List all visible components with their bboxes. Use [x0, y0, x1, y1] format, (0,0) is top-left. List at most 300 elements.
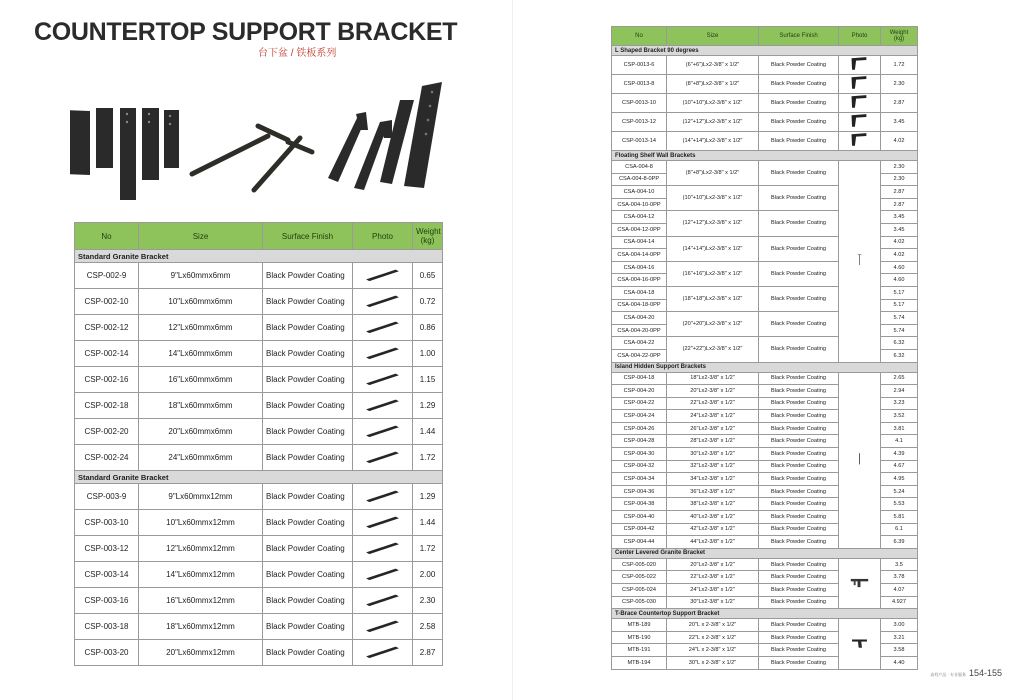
- item-size: 14"Lx60mmx12mm: [139, 562, 263, 588]
- item-weight: 4.02: [881, 236, 918, 249]
- item-size: 10"Lx60mmx12mm: [139, 510, 263, 536]
- item-size: 30"L x 2-3/8" x 1/2": [667, 656, 759, 669]
- item-size: (14"+14")Lx2-3/8" x 1/2": [667, 132, 759, 151]
- item-finish: Black Powder Coating: [759, 511, 839, 524]
- item-number: CSP-002-24: [75, 445, 139, 471]
- item-size: 34"Lx2-3/8" x 1/2": [667, 473, 759, 486]
- item-number: CSP-0013-12: [612, 113, 667, 132]
- floating-shelf-photo: [839, 161, 881, 363]
- item-size: (22"+22")Lx2-3/8" x 1/2": [667, 337, 759, 362]
- item-size: (20"+20")Lx2-3/8" x 1/2": [667, 312, 759, 337]
- item-finish: Black Powder Coating: [759, 558, 839, 571]
- bracket-photo: [353, 614, 412, 637]
- item-photo: [353, 341, 413, 367]
- header-finish: Surface Finish: [263, 223, 353, 250]
- section-heading-row: [612, 609, 918, 619]
- item-size: 12"Lx60mmx12mm: [139, 536, 263, 562]
- item-finish: Black Powder Coating: [263, 263, 353, 289]
- section-title: Floating Shelf Wall Brackets: [612, 151, 918, 161]
- item-finish: Black Powder Coating: [759, 385, 839, 398]
- item-finish: Black Powder Coating: [759, 75, 839, 94]
- item-size: (8"+8")Lx2-3/8" x 1/2": [667, 161, 759, 186]
- item-weight: 2.65: [881, 372, 918, 385]
- table-row: [612, 372, 918, 385]
- item-number: CSP-004-36: [612, 485, 667, 498]
- item-number: CSP-003-10: [75, 510, 139, 536]
- item-weight: 4.67: [881, 460, 918, 473]
- item-weight: 2.30: [881, 173, 918, 186]
- item-size: 16"Lx60mmx6mm: [139, 367, 263, 393]
- item-size: (10"+10")Lx2-3/8" x 1/2": [667, 186, 759, 211]
- item-number: CSP-003-16: [75, 588, 139, 614]
- item-size: (10"+10")Lx2-3/8" x 1/2": [667, 94, 759, 113]
- item-photo: [839, 113, 881, 132]
- item-number: CSP-004-44: [612, 536, 667, 549]
- item-weight: 6.39: [881, 536, 918, 549]
- item-number: CSP-0013-10: [612, 94, 667, 113]
- item-number: CSA-004-20: [612, 312, 667, 325]
- item-number: MTB-189: [612, 619, 667, 632]
- bracket-photo: [353, 341, 412, 364]
- item-size: 12"Lx60mmx6mm: [139, 315, 263, 341]
- item-weight: 1.44: [413, 510, 443, 536]
- item-photo: [353, 588, 413, 614]
- bracket-photo: [353, 263, 412, 286]
- item-number: MTB-191: [612, 644, 667, 657]
- bracket-photo: [839, 254, 880, 266]
- item-weight: 3.23: [881, 397, 918, 410]
- bracket-photo: [839, 637, 880, 649]
- item-size: (16"+16")Lx2-3/8" x 1/2": [667, 261, 759, 286]
- item-finish: Black Powder Coating: [263, 315, 353, 341]
- item-photo: [353, 484, 413, 510]
- table-row: [612, 558, 918, 571]
- item-size: 40"Lx2-3/8" x 1/2": [667, 511, 759, 524]
- item-number: CSP-003-9: [75, 484, 139, 510]
- table-row: [75, 640, 443, 666]
- item-finish: Black Powder Coating: [759, 596, 839, 609]
- item-number: CSA-004-14: [612, 236, 667, 249]
- table-row: [612, 132, 918, 151]
- item-weight: 0.65: [413, 263, 443, 289]
- item-number: CSA-004-22: [612, 337, 667, 350]
- item-finish: Black Powder Coating: [759, 448, 839, 461]
- item-size: 24"Lx2-3/8" x 1/2": [667, 584, 759, 597]
- item-photo: [353, 419, 413, 445]
- item-weight: 2.00: [413, 562, 443, 588]
- flat-bracket-photos: [70, 108, 179, 200]
- header-size: Size: [139, 223, 263, 250]
- bracket-photo: [353, 289, 412, 312]
- item-number: CSP-003-12: [75, 536, 139, 562]
- item-weight: 5.74: [881, 324, 918, 337]
- item-finish: Black Powder Coating: [759, 435, 839, 448]
- item-number: CSP-004-30: [612, 448, 667, 461]
- item-weight: 0.72: [413, 289, 443, 315]
- item-size: 26"Lx2-3/8" x 1/2": [667, 422, 759, 435]
- item-number: CSP-005-030: [612, 596, 667, 609]
- bracket-photo: [839, 113, 880, 129]
- item-number: CSA-004-20-0PP: [612, 324, 667, 337]
- table-row: [612, 56, 918, 75]
- item-size: 24"L x 2-3/8" x 1/2": [667, 644, 759, 657]
- item-weight: 3.78: [881, 571, 918, 584]
- item-finish: Black Powder Coating: [759, 113, 839, 132]
- bracket-photo: [353, 510, 412, 533]
- item-number: CSP-004-38: [612, 498, 667, 511]
- header-no: No: [612, 27, 667, 46]
- page-number: [930, 668, 1002, 678]
- item-size: 24"Lx60mmx6mm: [139, 445, 263, 471]
- section-title: Standard Granite Bracket: [75, 250, 443, 263]
- item-size: 32"Lx2-3/8" x 1/2": [667, 460, 759, 473]
- item-finish: Black Powder Coating: [759, 312, 839, 337]
- item-photo: [353, 510, 413, 536]
- item-finish: Black Powder Coating: [759, 186, 839, 211]
- item-number: CSA-004-16: [612, 261, 667, 274]
- item-finish: Black Powder Coating: [759, 337, 839, 362]
- item-weight: 4.40: [881, 656, 918, 669]
- item-weight: 3.52: [881, 410, 918, 423]
- item-weight: 1.72: [881, 56, 918, 75]
- item-finish: Black Powder Coating: [263, 510, 353, 536]
- item-photo: [353, 315, 413, 341]
- bracket-photo: [353, 640, 412, 663]
- item-number: CSP-004-28: [612, 435, 667, 448]
- section-title: L Shaped Bracket 90 degrees: [612, 46, 918, 56]
- item-weight: 6.32: [881, 337, 918, 350]
- item-finish: Black Powder Coating: [759, 631, 839, 644]
- bracket-photo: [353, 367, 412, 390]
- item-weight: 1.29: [413, 484, 443, 510]
- table-row: [75, 393, 443, 419]
- table-row: [75, 614, 443, 640]
- item-weight: 4.02: [881, 249, 918, 262]
- item-finish: Black Powder Coating: [263, 445, 353, 471]
- item-weight: 3.45: [881, 223, 918, 236]
- item-weight: 3.45: [881, 113, 918, 132]
- item-finish: Black Powder Coating: [263, 614, 353, 640]
- table-row: [75, 341, 443, 367]
- table-row: [75, 484, 443, 510]
- item-weight: 4.60: [881, 274, 918, 287]
- item-finish: Black Powder Coating: [759, 498, 839, 511]
- item-weight: 3.00: [881, 619, 918, 632]
- item-number: CSP-004-24: [612, 410, 667, 423]
- item-number: CSA-004-14-0PP: [612, 249, 667, 262]
- table-row: [75, 315, 443, 341]
- item-number: CSP-005-024: [612, 584, 667, 597]
- item-weight: 6.1: [881, 523, 918, 536]
- item-weight: 4.95: [881, 473, 918, 486]
- bracket-photo: [839, 132, 880, 148]
- item-finish: Black Powder Coating: [263, 536, 353, 562]
- item-size: (8"+8")Lx2-3/8" x 1/2": [667, 75, 759, 94]
- item-weight: 2.87: [881, 94, 918, 113]
- item-number: CSP-002-10: [75, 289, 139, 315]
- bracket-photo: [839, 56, 880, 72]
- item-finish: Black Powder Coating: [263, 562, 353, 588]
- item-weight: 6.32: [881, 349, 918, 362]
- section-heading-row: [75, 471, 443, 484]
- table-row: [75, 588, 443, 614]
- item-weight: 2.30: [881, 75, 918, 94]
- bracket-photo: [839, 94, 880, 110]
- item-weight: 2.58: [413, 614, 443, 640]
- item-number: CSA-004-16-0PP: [612, 274, 667, 287]
- item-size: (14"+14")Lx2-3/8" x 1/2": [667, 236, 759, 261]
- item-weight: 2.30: [881, 161, 918, 174]
- item-weight: 5.74: [881, 312, 918, 325]
- item-size: 18"Lx60mmx6mm: [139, 393, 263, 419]
- t-brace-photo: [839, 619, 881, 669]
- item-weight: 2.87: [413, 640, 443, 666]
- item-finish: Black Powder Coating: [263, 419, 353, 445]
- header-photo: Photo: [839, 27, 881, 46]
- item-weight: 3.45: [881, 211, 918, 224]
- bracket-photo: [353, 484, 412, 507]
- item-size: 44"Lx2-3/8" x 1/2": [667, 536, 759, 549]
- item-number: CSP-003-14: [75, 562, 139, 588]
- item-number: MTB-190: [612, 631, 667, 644]
- item-photo: [353, 536, 413, 562]
- item-weight: 3.21: [881, 631, 918, 644]
- item-size: 16"Lx60mmx12mm: [139, 588, 263, 614]
- island-support-photo: [839, 372, 881, 548]
- item-weight: 3.5: [881, 558, 918, 571]
- item-size: 20"Lx2-3/8" x 1/2": [667, 558, 759, 571]
- item-photo: [353, 393, 413, 419]
- item-weight: 5.81: [881, 511, 918, 524]
- item-size: (12"+12")Lx2-3/8" x 1/2": [667, 211, 759, 236]
- item-finish: Black Powder Coating: [759, 473, 839, 486]
- header-weight: Weight (kg): [413, 223, 443, 250]
- item-weight: 1.29: [413, 393, 443, 419]
- item-size: 28"Lx2-3/8" x 1/2": [667, 435, 759, 448]
- page-title: COUNTERTOP SUPPORT BRACKET: [34, 18, 458, 46]
- item-finish: Black Powder Coating: [759, 422, 839, 435]
- item-weight: 1.72: [413, 536, 443, 562]
- section-title: Standard Granite Bracket: [75, 471, 443, 484]
- table-header-row: [75, 223, 443, 250]
- item-number: CSA-004-8: [612, 161, 667, 174]
- item-size: 22"L x 2-3/8" x 1/2": [667, 631, 759, 644]
- item-finish: Black Powder Coating: [759, 584, 839, 597]
- item-photo: [839, 132, 881, 151]
- section-heading-row: [612, 151, 918, 161]
- item-photo: [839, 56, 881, 75]
- item-size: 38"Lx2-3/8" x 1/2": [667, 498, 759, 511]
- item-size: 14"Lx60mmx6mm: [139, 341, 263, 367]
- item-weight: 3.58: [881, 644, 918, 657]
- item-finish: Black Powder Coating: [263, 640, 353, 666]
- bracket-photo: [839, 453, 880, 465]
- page-subtitle: 台下盆 / 铁板系列: [258, 48, 337, 59]
- standard-granite-bracket-table: [74, 222, 443, 666]
- header-size: Size: [667, 27, 759, 46]
- item-size: (6"+6")Lx2-3/8" x 1/2": [667, 56, 759, 75]
- table-row: [612, 161, 918, 174]
- item-number: CSP-002-16: [75, 367, 139, 393]
- item-weight: 4.39: [881, 448, 918, 461]
- item-weight: 1.15: [413, 367, 443, 393]
- item-number: CSA-004-10: [612, 186, 667, 199]
- item-number: CSA-004-18-0PP: [612, 299, 667, 312]
- item-finish: Black Powder Coating: [263, 484, 353, 510]
- item-photo: [353, 289, 413, 315]
- item-number: CSP-004-40: [612, 511, 667, 524]
- section-heading-row: [612, 46, 918, 56]
- item-size: 22"Lx2-3/8" x 1/2": [667, 571, 759, 584]
- table-row: [75, 419, 443, 445]
- item-finish: Black Powder Coating: [759, 286, 839, 311]
- bracket-photo: [353, 445, 412, 468]
- item-weight: 2.87: [881, 186, 918, 199]
- header-no: No: [75, 223, 139, 250]
- item-number: CSP-002-20: [75, 419, 139, 445]
- item-number: CSP-003-20: [75, 640, 139, 666]
- item-weight: 2.87: [881, 198, 918, 211]
- section-title: T-Brace Countertop Support Bracket: [612, 609, 918, 619]
- section-heading-row: [75, 250, 443, 263]
- item-number: MTB-194: [612, 656, 667, 669]
- item-weight: 4.07: [881, 584, 918, 597]
- item-size: 30"Lx2-3/8" x 1/2": [667, 596, 759, 609]
- table-row: [75, 263, 443, 289]
- item-finish: Black Powder Coating: [263, 367, 353, 393]
- item-weight: 5.17: [881, 299, 918, 312]
- item-number: CSP-004-34: [612, 473, 667, 486]
- item-weight: 0.86: [413, 315, 443, 341]
- item-number: CSP-0013-6: [612, 56, 667, 75]
- header-photo: Photo: [353, 223, 413, 250]
- item-number: CSP-002-9: [75, 263, 139, 289]
- item-size: 22"Lx2-3/8" x 1/2": [667, 397, 759, 410]
- item-size: 20"Lx60mmx12mm: [139, 640, 263, 666]
- item-photo: [353, 445, 413, 471]
- item-size: 30"Lx2-3/8" x 1/2": [667, 448, 759, 461]
- item-number: CSA-004-12-0PP: [612, 223, 667, 236]
- item-size: (12"+12")Lx2-3/8" x 1/2": [667, 113, 759, 132]
- item-size: 18"Lx2-3/8" x 1/2": [667, 372, 759, 385]
- item-photo: [353, 562, 413, 588]
- table-row: [75, 562, 443, 588]
- page-gutter: [512, 0, 513, 700]
- item-weight: 5.24: [881, 485, 918, 498]
- item-finish: Black Powder Coating: [759, 536, 839, 549]
- item-photo: [353, 367, 413, 393]
- item-finish: Black Powder Coating: [263, 289, 353, 315]
- item-finish: Black Powder Coating: [759, 410, 839, 423]
- item-number: CSP-004-20: [612, 385, 667, 398]
- item-size: 24"Lx2-3/8" x 1/2": [667, 410, 759, 423]
- item-photo: [353, 640, 413, 666]
- item-number: CSP-0013-14: [612, 132, 667, 151]
- item-weight: 4.1: [881, 435, 918, 448]
- bracket-photo: [353, 393, 412, 416]
- item-number: CSA-004-22-0PP: [612, 349, 667, 362]
- item-number: CSP-004-22: [612, 397, 667, 410]
- table-row: [75, 510, 443, 536]
- section-title: Center Levered Granite Bracket: [612, 548, 918, 558]
- bracket-photo: [839, 75, 880, 91]
- item-number: CSA-004-12: [612, 211, 667, 224]
- item-number: CSP-004-18: [612, 372, 667, 385]
- item-number: CSP-002-18: [75, 393, 139, 419]
- item-weight: 4.927: [881, 596, 918, 609]
- item-photo: [353, 614, 413, 640]
- item-finish: Black Powder Coating: [263, 341, 353, 367]
- item-number: CSP-002-14: [75, 341, 139, 367]
- item-finish: Black Powder Coating: [759, 211, 839, 236]
- table-row: [612, 75, 918, 94]
- item-finish: Black Powder Coating: [759, 56, 839, 75]
- product-photo-strip: [62, 78, 462, 200]
- item-size: 18"Lx60mmx12mm: [139, 614, 263, 640]
- table-row: [75, 445, 443, 471]
- table-row: [75, 367, 443, 393]
- item-weight: 4.02: [881, 132, 918, 151]
- t-bracket-photos: [192, 126, 312, 190]
- item-size: 36"Lx2-3/8" x 1/2": [667, 485, 759, 498]
- section-heading-row: [612, 362, 918, 372]
- item-size: 20"L x 2-3/8" x 1/2": [667, 619, 759, 632]
- table-row: [612, 113, 918, 132]
- header-weight: Weight (kg): [881, 27, 918, 46]
- item-weight: 5.17: [881, 286, 918, 299]
- bracket-catalog-table: [611, 26, 918, 670]
- item-finish: Black Powder Coating: [759, 94, 839, 113]
- item-finish: Black Powder Coating: [759, 261, 839, 286]
- item-weight: 5.53: [881, 498, 918, 511]
- table-row: [612, 619, 918, 632]
- item-size: 42"Lx2-3/8" x 1/2": [667, 523, 759, 536]
- item-number: CSP-004-42: [612, 523, 667, 536]
- table-row: [75, 536, 443, 562]
- center-levered-photo: [839, 558, 881, 608]
- item-finish: Black Powder Coating: [759, 571, 839, 584]
- item-finish: Black Powder Coating: [759, 460, 839, 473]
- item-weight: 1.72: [413, 445, 443, 471]
- item-size: 9"Lx60mmx6mm: [139, 263, 263, 289]
- item-photo: [839, 94, 881, 113]
- item-finish: Black Powder Coating: [759, 485, 839, 498]
- item-size: (18"+18")Lx2-3/8" x 1/2": [667, 286, 759, 311]
- bracket-photo: [353, 315, 412, 338]
- item-weight: 3.81: [881, 422, 918, 435]
- item-finish: Black Powder Coating: [759, 372, 839, 385]
- bracket-photo: [353, 562, 412, 585]
- item-size: 10"Lx60mmx6mm: [139, 289, 263, 315]
- item-photo: [353, 263, 413, 289]
- item-number: CSP-003-18: [75, 614, 139, 640]
- bracket-photo: [839, 577, 880, 589]
- section-heading-row: [612, 548, 918, 558]
- item-finish: Black Powder Coating: [759, 523, 839, 536]
- item-number: CSP-005-020: [612, 558, 667, 571]
- section-title: Island Hidden Support Brackets: [612, 362, 918, 372]
- item-number: CSP-0013-8: [612, 75, 667, 94]
- item-weight: 2.94: [881, 385, 918, 398]
- bracket-photo: [353, 419, 412, 442]
- item-number: CSP-004-32: [612, 460, 667, 473]
- bracket-photo: [353, 588, 412, 611]
- item-number: CSA-004-10-0PP: [612, 198, 667, 211]
- table-header-row: [612, 27, 918, 46]
- item-weight: 1.44: [413, 419, 443, 445]
- footer-note: 高档产品 · 专业服务: [930, 672, 966, 677]
- item-finish: Black Powder Coating: [263, 393, 353, 419]
